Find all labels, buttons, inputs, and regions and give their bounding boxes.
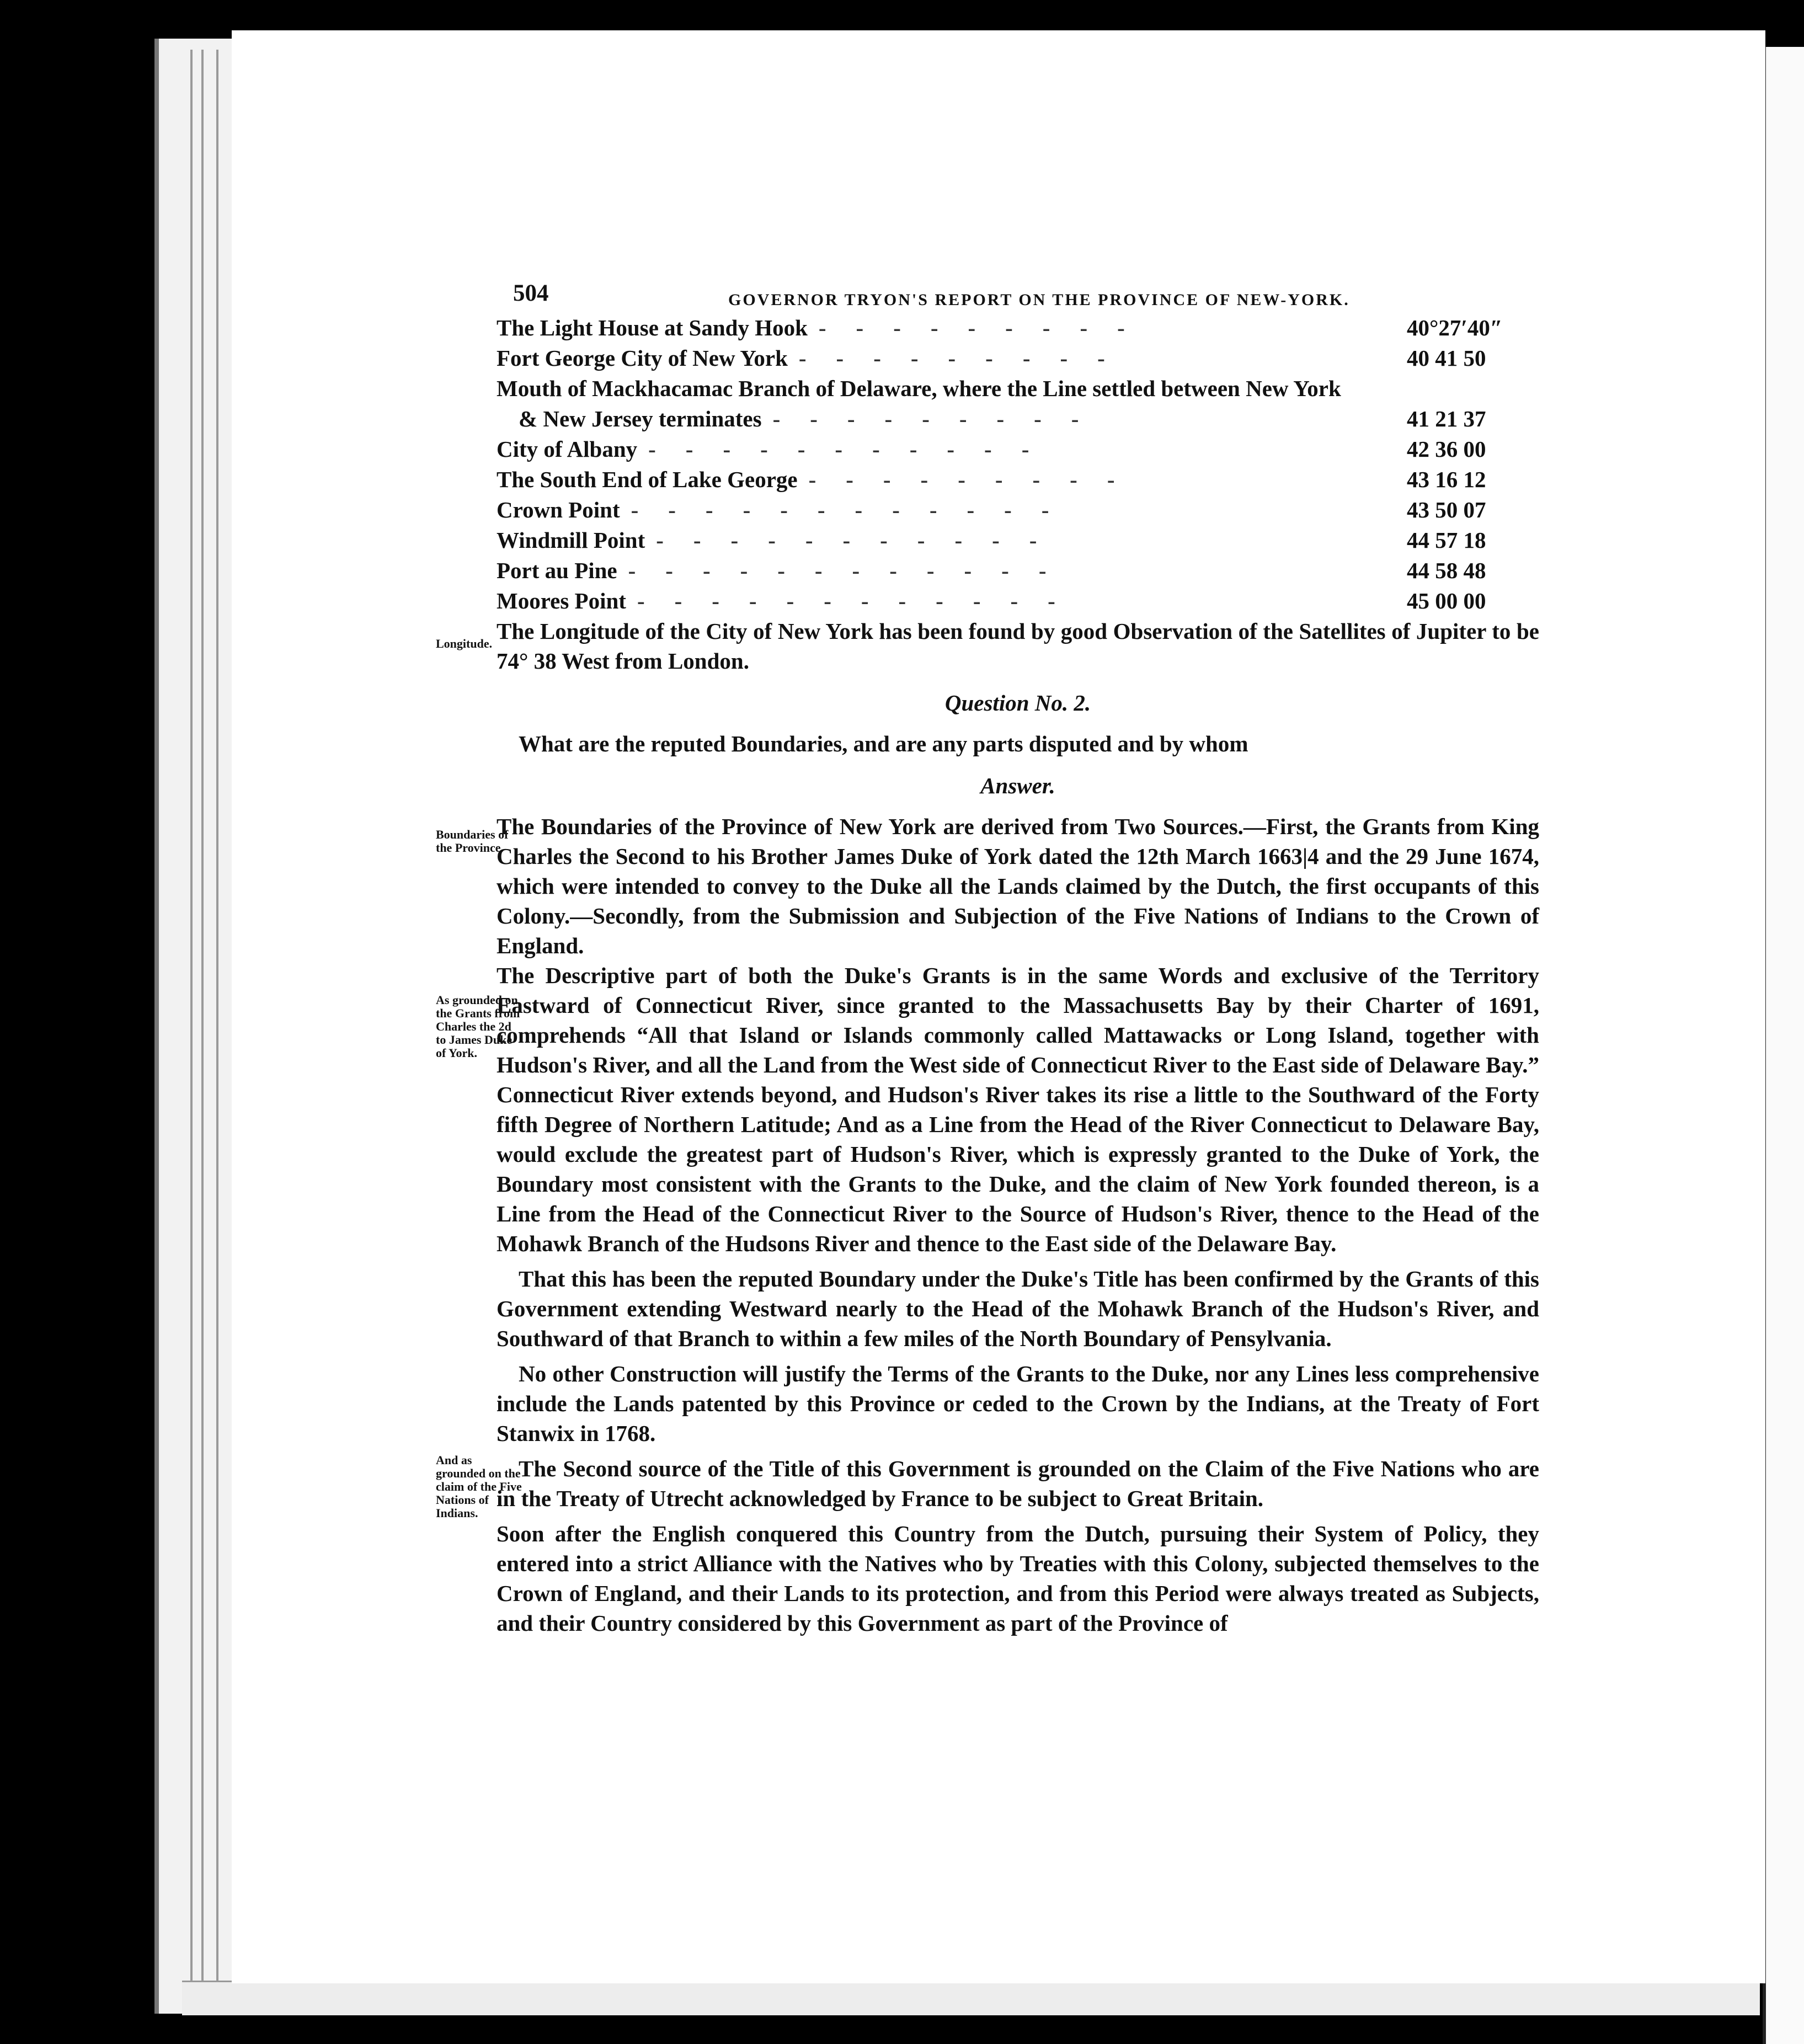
- margin-note: Longitude.: [436, 637, 493, 650]
- table-row: [497, 556, 1539, 586]
- paragraph-text: No other Construction will justify the Terms of the Grants to the Duke, nor any Lines less comprehensive include the Lands patented by this Province or ceded to the Crown by the Indians, at the Treaty of Fort Stanwix in 1768.: [497, 1361, 1539, 1446]
- latitude-table: [497, 313, 1539, 616]
- table-row: [497, 525, 1539, 556]
- latitude-value: 40 41 50: [1407, 345, 1486, 371]
- latitude-value: 41 21 37: [1407, 406, 1486, 431]
- page-header: [497, 279, 1539, 313]
- table-row: [497, 434, 1539, 465]
- leader-dots: ---------: [798, 345, 1135, 371]
- place-name: City of Albany: [497, 436, 638, 462]
- table-row: [497, 373, 1539, 404]
- leader-dots: ------------: [637, 588, 1085, 613]
- latitude-value: 40°27′40″: [1407, 315, 1503, 340]
- latitude-value: 42 36 00: [1407, 436, 1486, 462]
- question-heading: Question No. 2.: [944, 690, 1091, 716]
- table-row: [497, 343, 1539, 373]
- paragraph: [497, 1264, 1539, 1353]
- page-edge-line: [216, 50, 218, 2003]
- paragraph: [436, 1453, 1539, 1520]
- latitude-value: 43 16 12: [1407, 467, 1486, 492]
- table-row: [497, 404, 1539, 434]
- place-name: & New Jersey terminates: [519, 406, 762, 431]
- latitude-value: 44 57 18: [1407, 527, 1486, 553]
- paragraph-text: The Second source of the Title of this Government is grounded on the Claim of the Five Nations who are in the Treaty of Utrecht acknowledged by France to be subject to Great Britain.: [497, 1456, 1539, 1511]
- table-row: [497, 586, 1539, 616]
- longitude-text: The Longitude of the City of New York has been found by good Observation of the Satellites of Jupiter to be 74° 38 West from London.: [497, 618, 1539, 674]
- running-title: GOVERNOR TRYON'S REPORT ON THE PROVINCE OF NEW-YORK.: [728, 291, 1350, 309]
- leader-dots: ------------: [631, 497, 1079, 522]
- paragraph: [436, 812, 1539, 960]
- table-row: [497, 465, 1539, 495]
- next-page-edge: [1763, 47, 1804, 2044]
- paragraph: [497, 1519, 1539, 1638]
- table-row: [497, 495, 1539, 525]
- page-number: 504: [513, 280, 549, 306]
- latitude-value: 45 00 00: [1407, 588, 1486, 613]
- place-name: Port au Pine: [497, 558, 617, 583]
- leader-dots: ---------: [818, 315, 1155, 340]
- place-name: Crown Point: [497, 497, 620, 522]
- leader-dots: ---------: [772, 406, 1109, 431]
- paragraph-text: Soon after the English conquered this Country from the Dutch, pursuing their System of Policy, they entered into a strict Alliance with the Natives who by Treaties with this Colony, subjected themselves to the Crown of England, and their Lands to its protection, and from this Period were always treated as Subjects, and their Country considered by this Government as part of the Province of: [497, 1521, 1539, 1636]
- page-content: [436, 279, 1539, 1638]
- table-row: [497, 313, 1539, 343]
- leader-dots: -----------: [656, 527, 1067, 553]
- book-bottom-edge: [182, 1981, 1760, 2015]
- paragraph-text: That this has been the reputed Boundary under the Duke's Title has been confirmed by the Grants of this Government extending Westward nearly to the Head of the Mohawk Branch of the Hudson's River, and Southward of that Branch to within a few miles of the North Boundary of Pensylvania.: [497, 1266, 1539, 1351]
- place-name: Mouth of Mackhacamac Branch of Delaware, where the Line settled between New York: [497, 376, 1341, 401]
- page-edge-line: [201, 50, 204, 2003]
- answer-heading: Answer.: [980, 773, 1055, 798]
- margin-note: And as grounded on the claim of the Five Nations of Indians.: [436, 1453, 522, 1520]
- paragraph-text: The Descriptive part of both the Duke's Grants is in the same Words and exclusive of the Territory Eastward of Connecticut River, since granted to the Massachusetts Bay by their Charter of 1691, comprehends “All that Island or Islands commonly called Mattawacks or Long Island, together with Hudson's River, and all the Land from the West side of Connecticut River to the East side of Delaware Bay.” Connecticut River extends beyond, and Hudson's River takes its rise a little to the Southward of the Forty fifth Degree of Northern Latitude; And as a Line from the Head of the River Connecticut to Delaware Bay, would exclude the greatest part of Hudson's River, which is expressly granted to the Duke of York, the Boundary most consistent with the Grants to the Duke, and the claim of New York founded thereon, is a Line from the Head of the Connecticut River to the Source of Hudson's River, thence to the Head of the Mohawk Branch of the Hudsons River and thence to the East side of the Delaware Bay.: [497, 963, 1539, 1256]
- latitude-value: 43 50 07: [1407, 497, 1486, 522]
- page-edge-line: [190, 50, 193, 2003]
- place-name: Fort George City of New York: [497, 345, 788, 371]
- margin-note: As grounded on the Grants from Charles the 2d to James Duke of York.: [436, 993, 520, 1060]
- place-name: The South End of Lake George: [497, 467, 798, 492]
- leader-dots: ---------: [808, 467, 1145, 492]
- question-text: What are the reputed Boundaries, and are any parts disputed and by whom: [519, 731, 1248, 756]
- longitude-paragraph: [436, 616, 1539, 676]
- paragraph: [497, 1359, 1539, 1448]
- leader-dots: ------------: [628, 558, 1076, 583]
- paragraph-text: The Boundaries of the Province of New York are derived from Two Sources.—First, the Grants from King Charles the Second to his Brother James Duke of York dated the 12th March 1663|4 and the 29 June 1674, which were intended to convey to the Duke all the Lands claimed by the Dutch, the first occupants of this Colony.—Secondly, from the Submission and Subjection of the Five Nations of Indians to the Crown of England.: [497, 814, 1539, 958]
- margin-note: Boundaries of the Province.: [436, 828, 509, 855]
- leader-dots: -----------: [648, 436, 1059, 462]
- latitude-value: 44 58 48: [1407, 558, 1486, 583]
- paragraph: [436, 960, 1539, 1258]
- place-name: Windmill Point: [497, 527, 645, 553]
- place-name: Moores Point: [497, 588, 626, 613]
- place-name: The Light House at Sandy Hook: [497, 315, 808, 340]
